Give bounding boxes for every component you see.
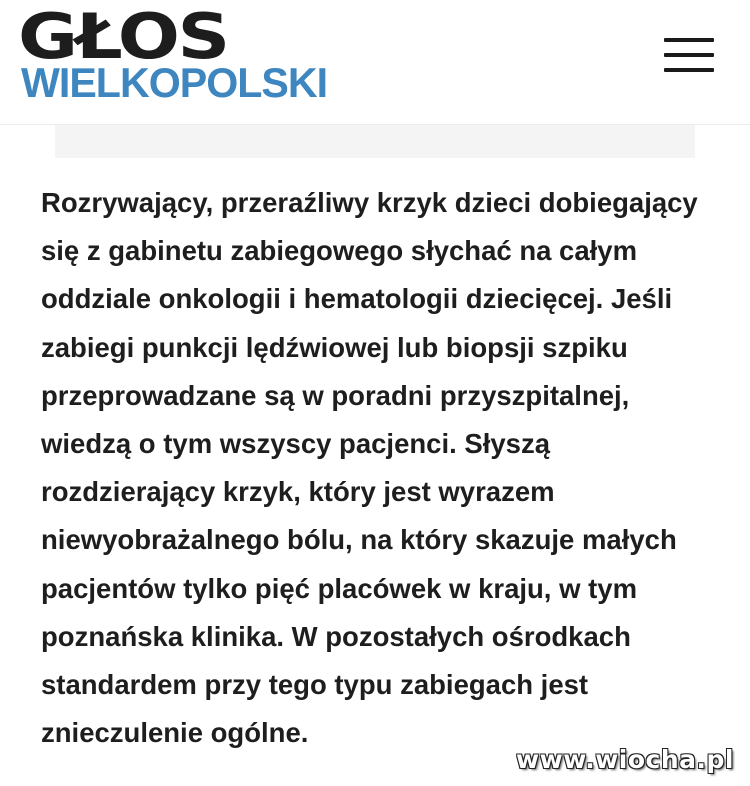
menu-bar-top [664,38,714,42]
site-header [0,0,750,125]
menu-bar-bottom [664,68,714,72]
menu-bar-middle [664,53,714,57]
article-paragraph: Rozrywający, przeraźliwy krzyk dzieci dobiegający się z gabinetu zabiegowego słychać na całym oddziale onkologii i hematologii dziecięcej. Jeśli zabiegi punkcji lędźwiowej lub biopsji szpiku przeprowadzane są w poradni przyszpitalnej, wiedzą o tym wszyscy pacjenci. Słyszą rozdzierający krzyk, który jest wyrazem niewyobrażalnego bólu, na który skazuje małych pacjentów tylko pięć placówek w kraju, w tym poznańska klinika. W pozostałych ośrodkach standardem przy tego typu zabiegach jest znieczulenie ogólne. [41,187,698,749]
hamburger-menu-icon[interactable] [664,38,714,74]
watermark: www.wiocha.pl [516,745,734,774]
logo-line-wielkopolski: WIELKOPOLSKI [21,59,328,106]
ad-placeholder [55,125,695,158]
site-logo[interactable] [18,0,358,112]
logo-line-glos: GŁOS [18,0,228,73]
